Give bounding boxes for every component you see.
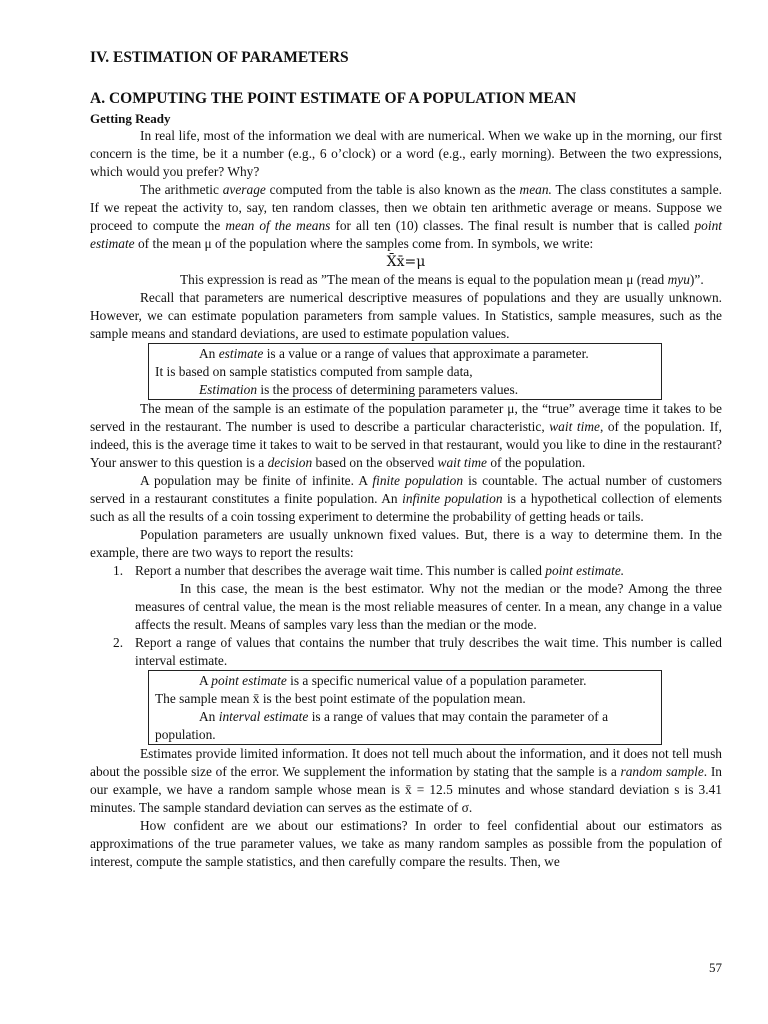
definition-box-estimate: An estimate is a value or a range of values that approximate a parameter. It is based on sample statistics computed from sample data, Estimation is the process of determining parameters values.	[148, 343, 662, 400]
formula-mean-of-means: X̄x̄=μ	[386, 254, 426, 270]
paragraph-limited-information: Estimates provide limited information. It does not tell much about the information, and it does not tell mush about the possible size of the error. We supplement the information by stating that the sample is a random sample. In our example, we have a random sample whose mean is x̄ = 12.5 minutes and whose standard deviation s is 3.41 minutes. The sample standard deviation can serves as the estimate of σ.	[90, 746, 722, 815]
section-heading: A. COMPUTING THE POINT ESTIMATE OF A POPULATION MEAN	[90, 90, 577, 107]
definition-box-point-interval: A point estimate is a specific numerical value of a population parameter. The sample mean x̄ is the best point estimate of the population mean. An interval estimate is a range of values that may contain the parameter of a population.	[148, 670, 662, 745]
paragraph-sample-mean: The mean of the sample is an estimate of the population parameter μ, the “true” average time it takes to be served in the restaurant. The number is used to describe a particular characteristic, wait time, of the population. If, indeed, this is the average time it takes to wait to be served in that restaurant, would you like to dine in the restaurant? Your answer to this question is a decision based on the observed wait time of the population.	[90, 401, 722, 470]
page-number: 57	[709, 960, 722, 975]
paragraph-parameters: Recall that parameters are numerical descriptive measures of populations and they are usually unknown. However, we can estimate population parameters from sample values. In Statistics, sample measures, such as the sample means and standard deviations, are used to estimate population values.	[90, 290, 722, 341]
paragraph-confidence: How confident are we about our estimations? In order to feel confidential about our estimators as approximations of the true parameter values, we take as many random samples as possible from the population of interest, compute the sample statistics, and then carefully compare the results. Then, we	[90, 818, 722, 869]
paragraph-finite-infinite: A population may be finite of infinite. A finite population is countable. The actual number of customers served in a restaurant constitutes a finite population. An infinite population is a hypothetical collection of elements such as all the results of a coin tossing experiment to determine the probability of getting heads or tails.	[90, 473, 722, 524]
document-page	[90, 48, 722, 871]
list-item: 2. Report a range of values that contains the number that truly describes the wait time. This number is called interval estimate.	[113, 635, 722, 668]
paragraph-expression-read: This expression is read as ”The mean of the means is equal to the population mean μ (read myu)”.	[180, 272, 704, 287]
paragraph-population-parameters: Population parameters are usually unknown fixed values. But, there is a way to determine them. In the example, there are two ways to report the results:	[90, 527, 722, 560]
subsection-heading: Getting Ready	[90, 111, 171, 126]
paragraph-average: The arithmetic average computed from the table is also known as the mean. The class constitutes a sample. If we repeat the activity to, say, ten random classes, then we obtain ten arithmetic average or means. Suppose we proceed to compute the mean of the means for all ten (10) classes. The final result is number that is called point estimate of the mean μ of the population where the samples come from. In symbols, we write:	[90, 182, 722, 251]
paragraph-intro: In real life, most of the information we deal with are numerical. When we wake up in the morning, our first concern is the time, be it a number (e.g., 6 o’clock) or a word (e.g., early morning). Between the two expressions, which would you prefer? Why?	[90, 128, 722, 179]
chapter-heading: IV. ESTIMATION OF PARAMETERS	[90, 49, 349, 66]
list-item: 1. Report a number that describes the average wait time. This number is called point estimate. In this case, the mean is the best estimator. Why not the median or the mode? Among the three measures of central value, the mean is the most reliable measures of center. In a mean, any change in a value affects the result. Means of samples vary less than the median or the mode.	[113, 563, 722, 632]
